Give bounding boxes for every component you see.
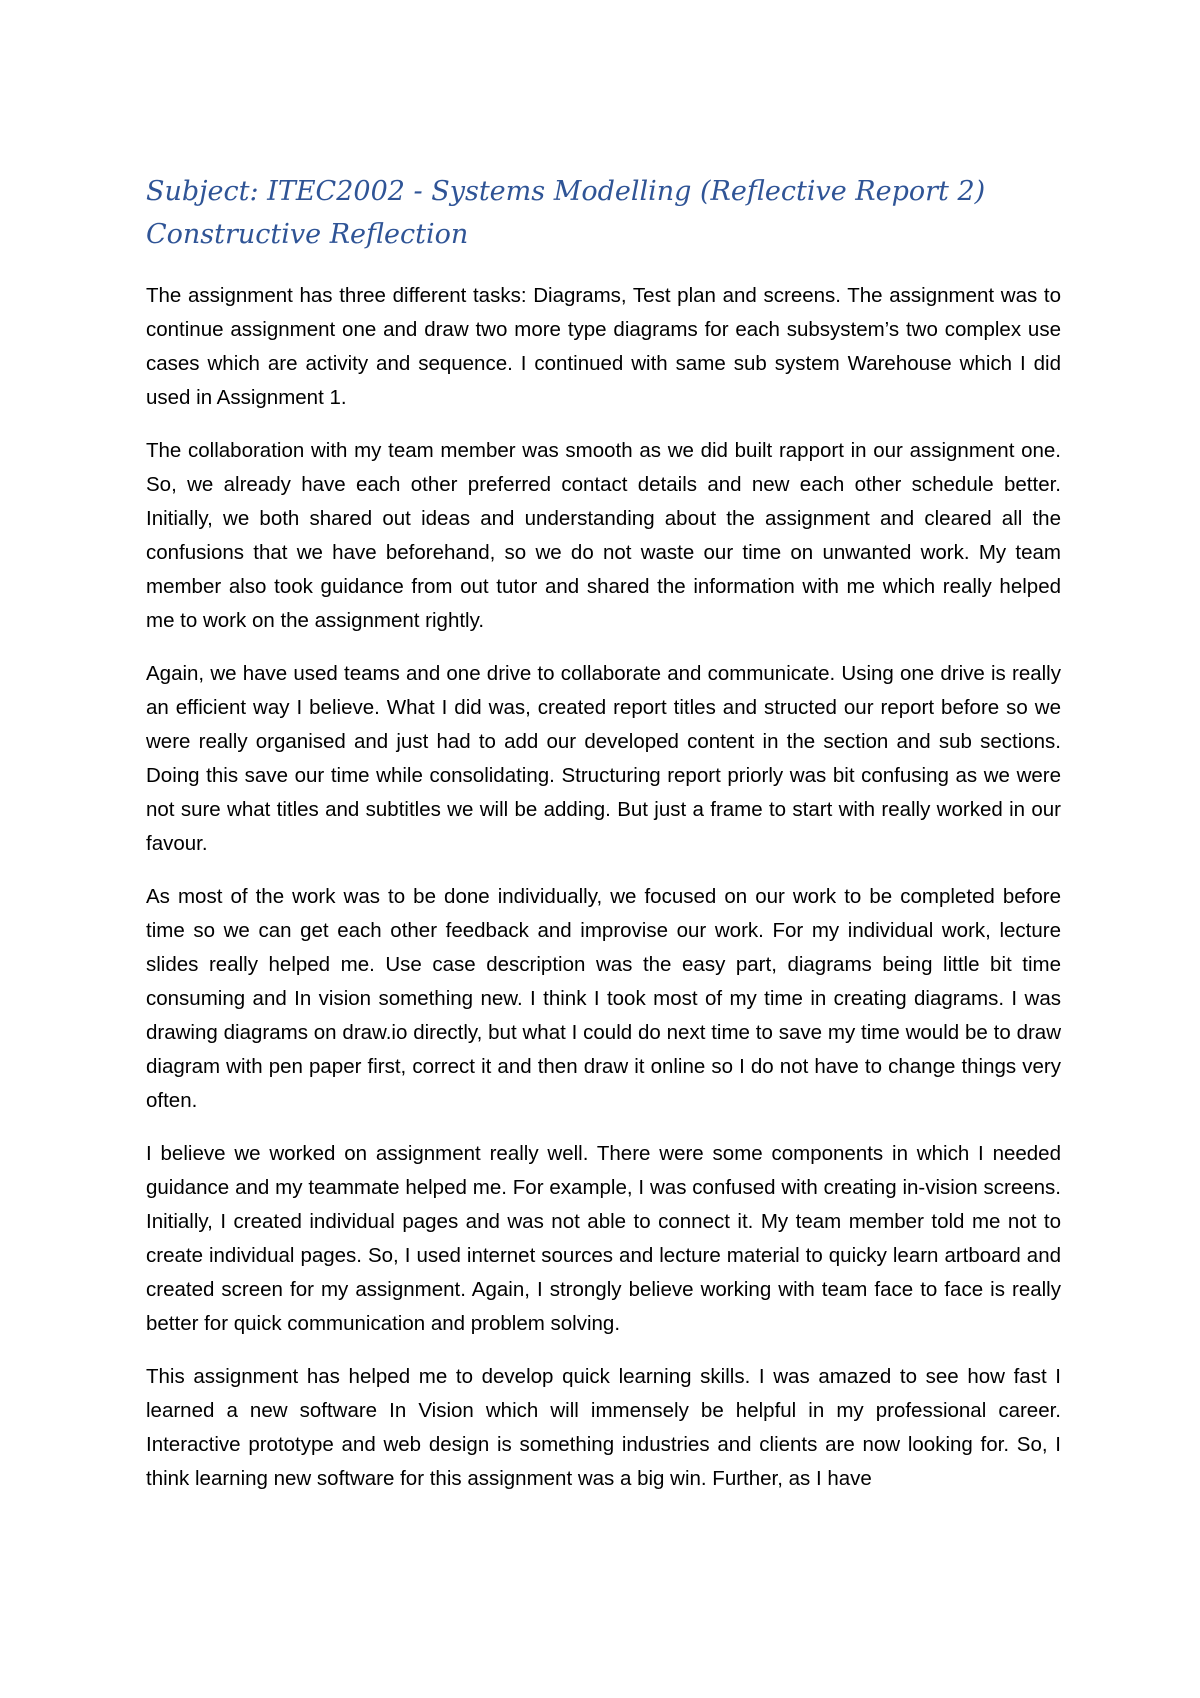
paragraph: The assignment has three different tasks: Diagrams, Test plan and screens. The assignment was to continue assignment one and draw two more type diagrams for each subsystem’s two complex use cases which are activity and sequence. I continued with same sub system Warehouse which I did used in Assignment 1. <box>146 284 1061 409</box>
subject-line: Subject: ITEC2002 - Systems Modelling (Reflective Report 2) <box>146 176 986 207</box>
paragraph: I believe we worked on assignment really well. There were some components in which I needed guidance and my teammate helped me. For example, I was confused with creating in-vision screens. Initially, I created individual pages and was not able to connect it. My team member told me not to create individual pages. So, I used internet sources and lecture material to quicky learn artboard and created screen for my assignment. Again, I strongly believe working with team face to face is really better for quick communication and problem solving. <box>146 1142 1061 1335</box>
paragraph: As most of the work was to be done individually, we focused on our work to be completed before time so we can get each other feedback and improvise our work. For my individual work, lecture slides really helped me. Use case description was the easy part, diagrams being little bit time consuming and In vision something new. I think I took most of my time in creating diagrams. I was drawing diagrams on draw.io directly, but what I could do next time to save my time would be to draw diagram with pen paper first, correct it and then draw it online so I do not have to change things very often. <box>146 885 1061 1112</box>
paragraph: This assignment has helped me to develop quick learning skills. I was amazed to see how fast I learned a new software In Vision which will immensely be helpful in my professional career. Interactive prototype and web design is something industries and clients are now looking for. So, I think learning new software for this assignment was a big win. Further, as I have <box>146 1365 1061 1490</box>
document-heading <box>146 170 1066 256</box>
document-title: Constructive Reflection <box>146 219 469 250</box>
document-body <box>146 279 1061 1515</box>
paragraph: The collaboration with my team member was smooth as we did built rapport in our assignment one. So, we already have each other preferred contact details and new each other schedule better. Initially, we both shared out ideas and understanding about the assignment and cleared all the confusions that we have beforehand, so we do not waste our time on unwanted work. My team member also took guidance from out tutor and shared the information with me which really helped me to work on the assignment rightly. <box>146 439 1061 632</box>
paragraph: Again, we have used teams and one drive to collaborate and communicate. Using one drive is really an efficient way I believe. What I did was, created report titles and structed our report before so we were really organised and just had to add our developed content in the section and sub sections. Doing this save our time while consolidating. Structuring report priorly was bit confusing as we were not sure what titles and subtitles we will be adding. But just a frame to start with really worked in our favour. <box>146 662 1061 855</box>
